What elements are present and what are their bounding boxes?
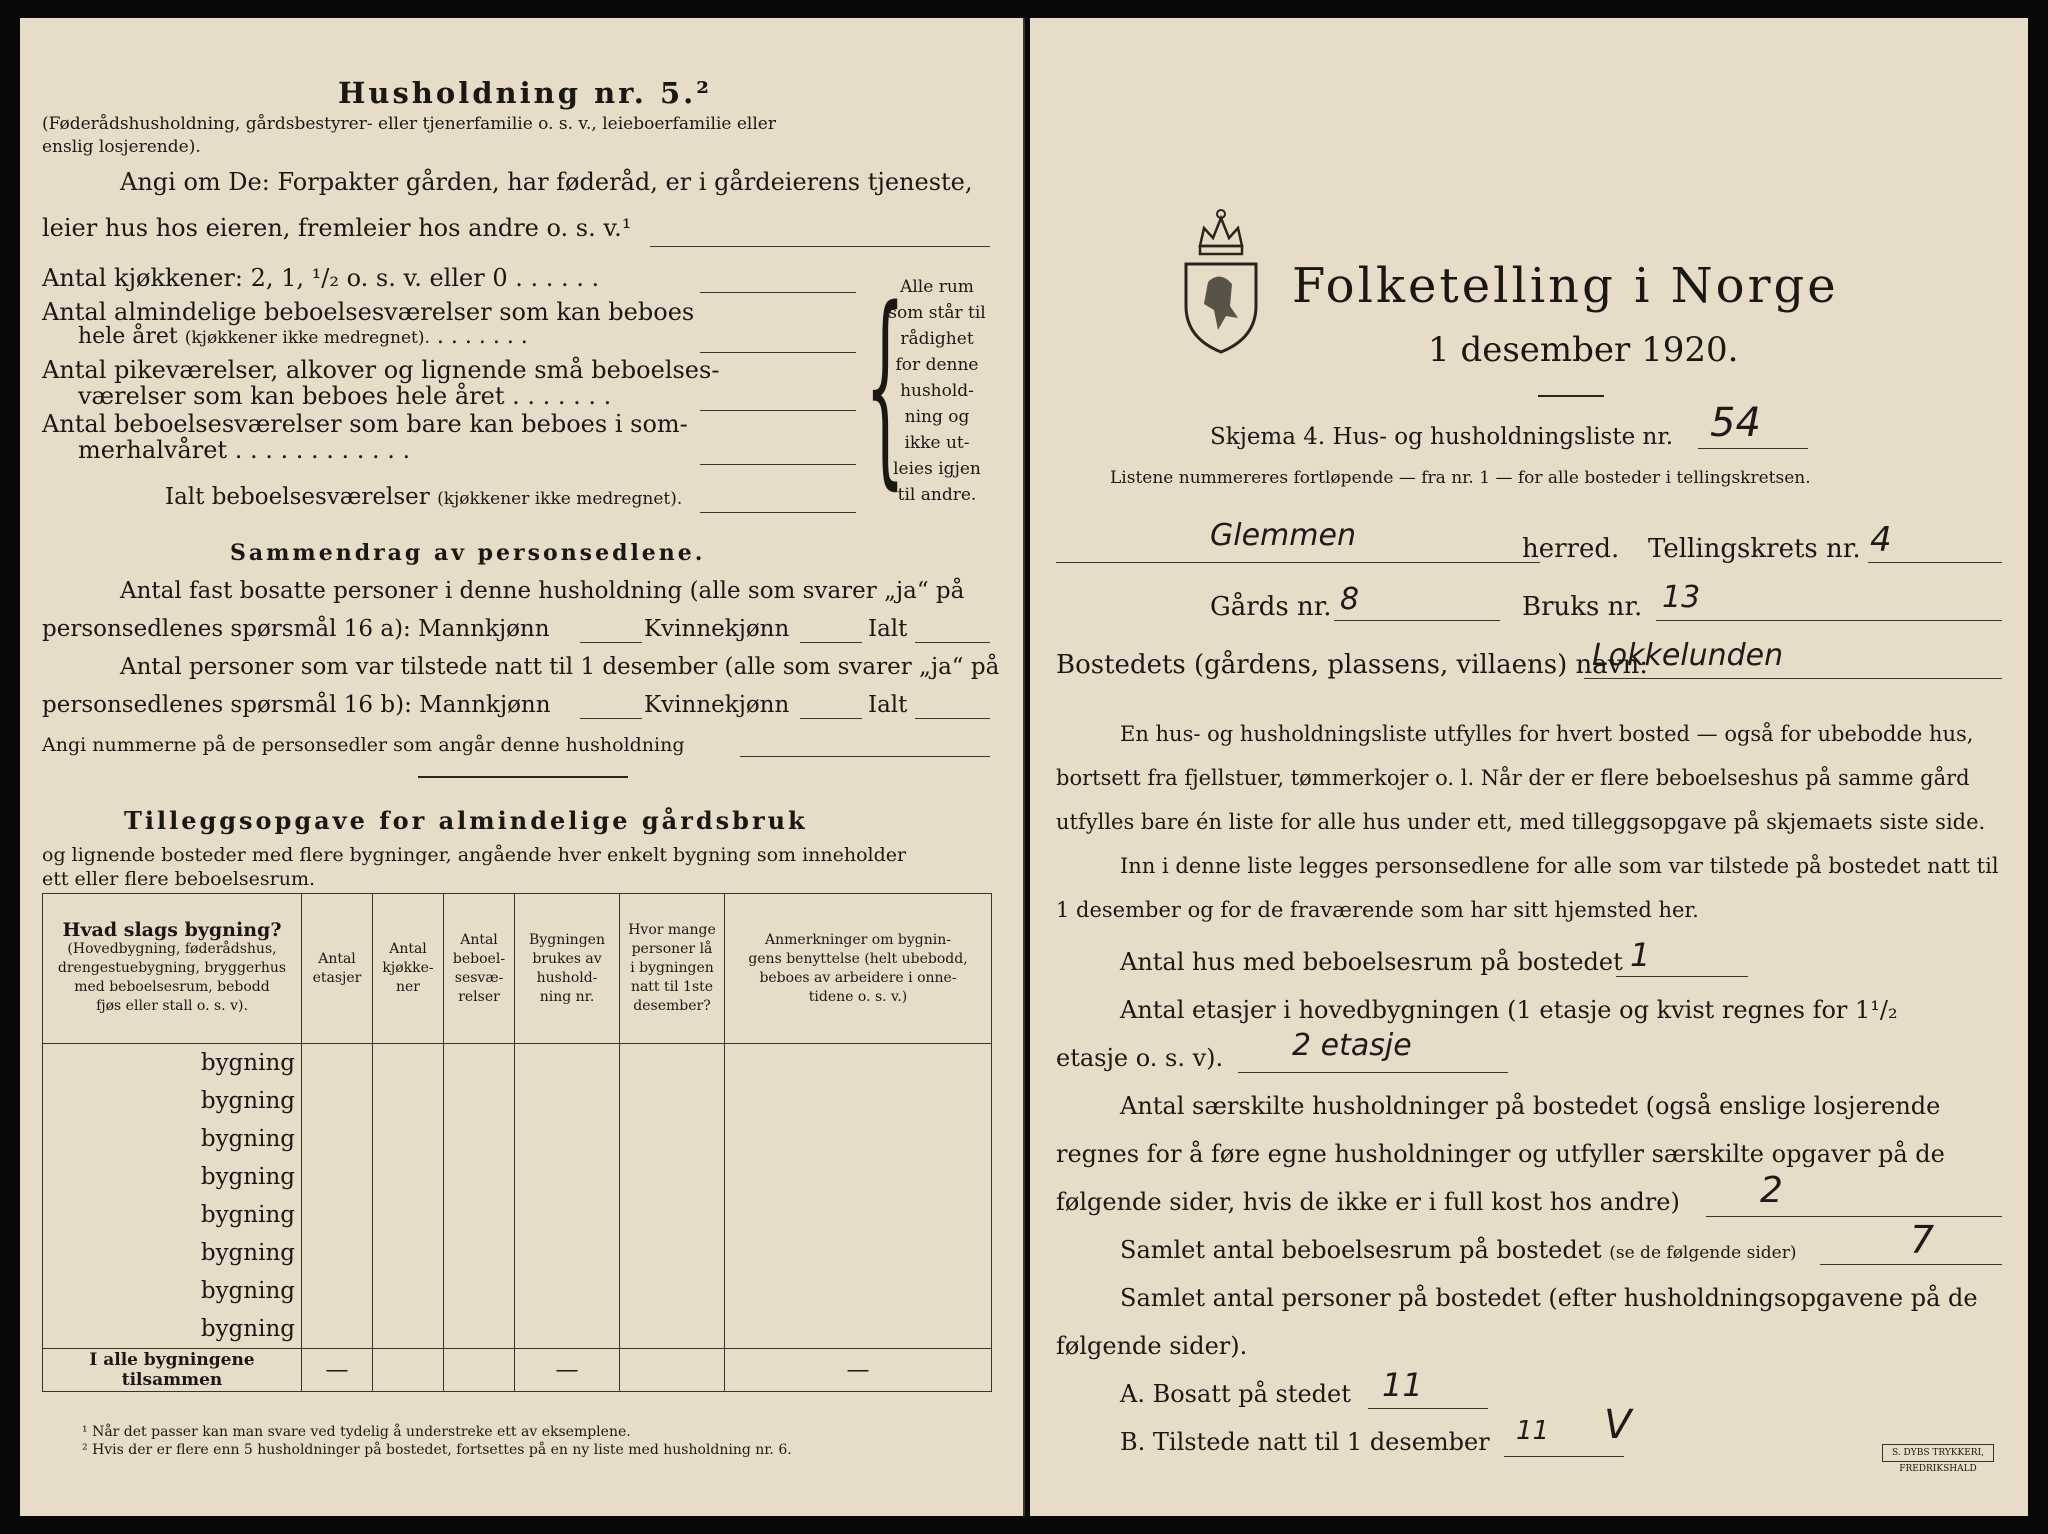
etasjer-line-1: Antal etasjer i hovedbygningen (1 etasje og kvist regnes for 1¹/₂ [1120, 996, 1898, 1024]
col-header-line: etasjer [312, 969, 362, 986]
table-cell[interactable] [725, 1082, 992, 1120]
table-row [43, 1234, 992, 1272]
hush-line-1: Antal særskilte husholdninger på bostedet (også enslige losjerende [1120, 1092, 1941, 1120]
kjokkener-fill[interactable] [700, 292, 856, 293]
summary-title: Sammendrag av personsedlene. [230, 540, 706, 566]
col-header-line: relser [458, 988, 500, 1005]
col-header-line: Antal [318, 950, 356, 967]
table-cell[interactable] [515, 1310, 620, 1349]
table-row [43, 1158, 992, 1196]
total-label: I alle bygningene tilsammen [43, 1349, 302, 1392]
table-cell[interactable] [302, 1234, 373, 1272]
table-cell[interactable] [620, 1158, 725, 1196]
col-header-line: beboes av arbeidere i onne- [759, 969, 957, 986]
almind-fill[interactable] [700, 352, 856, 353]
mann-fill-a[interactable] [580, 642, 642, 643]
ialt-fill-a[interactable] [915, 642, 990, 643]
table-cell[interactable] [515, 1120, 620, 1158]
col-header-line: ning nr. [539, 988, 595, 1005]
divider [418, 776, 628, 778]
para1-line-1: En hus- og husholdningsliste utfylles for hvert bosted — også for ubebodde hus, [1120, 722, 1974, 746]
tilstede-fill[interactable] [1504, 1456, 1624, 1457]
samlet-rum-main: Samlet antal beboelsesrum på bostedet [1120, 1236, 1602, 1264]
table-cell[interactable] [725, 1120, 992, 1158]
table-cell[interactable] [302, 1044, 373, 1083]
sommer-fill[interactable] [700, 464, 856, 465]
col-header-line: beboel- [452, 950, 506, 967]
table-cell[interactable] [515, 1196, 620, 1234]
samlet-pers-line-1: Samlet antal personer på bostedet (efter husholdningsopgavene på de [1120, 1284, 1978, 1312]
table-cell[interactable] [515, 1082, 620, 1120]
table-cell[interactable] [515, 1272, 620, 1310]
listene-note: Listene nummereres fortløpende — fra nr. 1 — for alle bosteder i tellingskretsen. [1110, 468, 1811, 488]
bosted-fill[interactable] [1584, 678, 2002, 679]
almind-label-2 [78, 324, 528, 349]
footnote-2: ² Hvis der er flere enn 5 husholdninger på bostedet, fortsettes på en ny liste med husholdning nr. 6. [82, 1442, 792, 1458]
table-row [43, 1310, 992, 1349]
tillegg-line-2: ett eller flere beboelsesrum. [42, 868, 316, 890]
row-label[interactable]: bygning [43, 1044, 302, 1083]
title-divider [1538, 395, 1604, 397]
col-header-line: sesvæ- [454, 969, 504, 986]
table-row [43, 1272, 992, 1310]
bosatt-label: A. Bosatt på stedet [1120, 1380, 1351, 1408]
tillegg-line-1: og lignende bosteder med flere bygninger, angående hver enkelt bygning som inneholder [42, 844, 907, 866]
left-page [20, 18, 1025, 1516]
col-header-personer [620, 894, 725, 1044]
table-cell[interactable] [444, 1272, 515, 1310]
col-header-line: tidene o. s. v.) [808, 988, 908, 1005]
table-cell[interactable] [515, 1158, 620, 1196]
rooms-note-line: ikke ut- [904, 433, 970, 453]
table-cell[interactable] [515, 1234, 620, 1272]
samlet-pers-line-2: følgende sider). [1056, 1332, 1248, 1360]
etasjer-fill[interactable] [1238, 1072, 1508, 1073]
household-title: Husholdning nr. 5.² [338, 76, 712, 110]
total-cell-dash[interactable]: — [302, 1349, 373, 1392]
table-cell[interactable] [620, 1196, 725, 1234]
hush-fill[interactable] [1706, 1216, 2002, 1217]
almind-label-2-main: hele året [78, 324, 178, 349]
col-header-type-line: fjøs eller stall o. s. v). [96, 998, 248, 1014]
gards-value[interactable]: 8 [1340, 582, 1360, 617]
table-cell[interactable] [444, 1234, 515, 1272]
tillegg-title: Tilleggsopgave for almindelige gårdsbruk [124, 806, 808, 835]
table-cell[interactable] [620, 1120, 725, 1158]
para2-line-2: 1 desember og for de fraværende som har sitt hjemsted her. [1056, 898, 1699, 922]
kvinne-fill-a[interactable] [800, 642, 862, 643]
bosatt-value[interactable]: 11 [1382, 1366, 1423, 1404]
total-cell-dash[interactable]: — [515, 1349, 620, 1392]
col-header-line: Hvor mange [628, 922, 716, 938]
row-label[interactable]: bygning [43, 1120, 302, 1158]
table-cell[interactable] [373, 1310, 444, 1349]
col-header-line: ner [396, 979, 420, 995]
mann-fill-b[interactable] [580, 718, 642, 719]
hush-line-3: følgende sider, hvis de ikke er i full kost hos andre) [1056, 1188, 1680, 1216]
table-cell[interactable] [725, 1310, 992, 1349]
table-cell[interactable] [302, 1158, 373, 1196]
table-cell[interactable] [302, 1120, 373, 1158]
row-label[interactable]: bygning [43, 1158, 302, 1196]
table-cell[interactable] [620, 1044, 725, 1083]
intro-paren-2: enslig losjerende). [42, 137, 201, 157]
col-header-etasjer [302, 894, 373, 1044]
table-cell[interactable] [620, 1082, 725, 1120]
samlet-rum-label [1120, 1236, 1796, 1264]
para2-line-1: Inn i denne liste legges personsedlene for alle som var tilstede på bostedet natt til [1120, 854, 1999, 878]
col-header-line: brukes av [532, 950, 602, 967]
etasjer-line-2: etasje o. s. v). [1056, 1044, 1224, 1072]
bosatt-fill[interactable] [1368, 1408, 1488, 1409]
hus-value[interactable]: 1 [1630, 936, 1651, 974]
sommer-label-2: merhalvåret . . . . . . . . . . . . [78, 436, 411, 464]
summary-line-3: Antal personer som var tilstede natt til 1 desember (alle som svarer „ja“ på [120, 654, 1000, 680]
table-row [43, 1196, 992, 1234]
rooms-note-line: rådighet [900, 329, 974, 349]
kvinne-fill-b[interactable] [800, 718, 862, 719]
total-cell[interactable] [373, 1349, 444, 1392]
hush-value[interactable]: 2 [1760, 1170, 1783, 1211]
samlet-rum-value[interactable]: 7 [1910, 1218, 1935, 1262]
almind-label-1: Antal almindelige beboelsesværelser som kan beboes [42, 298, 695, 326]
ialt-label-small: (kjøkkener ikke medregnet). [437, 489, 683, 509]
tellingskrets-fill[interactable] [1868, 562, 2002, 563]
sommer-label-1: Antal beboelsesværelser som bare kan beboes i som- [42, 410, 688, 438]
col-header-husholdning [515, 894, 620, 1044]
col-header-line: Antal [460, 931, 498, 948]
col-header-type [43, 894, 302, 1044]
summary-line-4c: Ialt [868, 692, 908, 718]
table-cell[interactable] [373, 1120, 444, 1158]
row-label[interactable]: bygning [43, 1272, 302, 1310]
table-cell[interactable] [725, 1196, 992, 1234]
summary-line-4b: Kvinnekjønn [644, 692, 790, 718]
tilstede-label: B. Tilstede natt til 1 desember [1120, 1428, 1490, 1456]
table-row [43, 1120, 992, 1158]
footnote-1: ¹ Når det passer kan man svare ved tydelig å understreke ett av eksemplene. [82, 1424, 631, 1440]
table-header-row [43, 894, 992, 1044]
total-cell[interactable] [620, 1349, 725, 1392]
ialt-fill[interactable] [700, 512, 856, 513]
bruks-value[interactable]: 13 [1662, 580, 1701, 615]
rooms-note-line: ning og [904, 407, 970, 427]
col-header-line: gens benyttelse (helt ubebodd, [748, 950, 968, 967]
etasjer-value[interactable]: 2 etasje [1292, 1028, 1412, 1063]
table-cell[interactable] [725, 1158, 992, 1196]
summary-line-2a: personsedlenes spørsmål 16 a): Mannkjønn [42, 616, 550, 642]
rooms-note-line: Alle rum [900, 277, 974, 297]
col-header-anmerkninger [725, 894, 992, 1044]
ialt-fill-b[interactable] [915, 718, 990, 719]
col-header-beboelses [444, 894, 515, 1044]
table-body [43, 1044, 992, 1349]
col-header-line: kjøkke- [382, 960, 434, 976]
table-cell[interactable] [515, 1044, 620, 1083]
angi-line-1: Angi om De: Forpakter gården, har føderåd, er i gårdeierens tjeneste, [120, 168, 973, 196]
table-cell[interactable] [444, 1310, 515, 1349]
angi-fill-line[interactable] [650, 246, 990, 247]
census-date: 1 desember 1920. [1428, 330, 1739, 370]
almind-label-2-dots: . . . . . . . [436, 324, 528, 349]
table-cell[interactable] [302, 1082, 373, 1120]
table-cell[interactable] [373, 1158, 444, 1196]
col-header-type-title: Hvad slags bygning? [62, 919, 282, 941]
pike-label-1: Antal pikeværelser, alkover og lignende små beboelses- [42, 356, 720, 384]
table-cell[interactable] [444, 1044, 515, 1083]
rooms-note-line: for denne [895, 355, 979, 375]
summary-line-2b: Kvinnekjønn [644, 616, 790, 642]
summary-line-2c: Ialt [868, 616, 908, 642]
table-row [43, 1082, 992, 1120]
para1-line-2: bortsett fra fjellstuer, tømmerkojer o. l. Når der er flere beboelseshus på samme gård [1056, 766, 1970, 790]
table-cell[interactable] [302, 1310, 373, 1349]
bosted-label: Bostedets (gårdens, plassens, villaens) navn: [1056, 650, 1648, 680]
pike-label-2: værelser som kan beboes hele året . . . . . . . [78, 382, 612, 410]
printer-stamp [1882, 1444, 1994, 1474]
tilstede-value[interactable]: 11 [1516, 1416, 1550, 1446]
summary-line-5: Angi nummerne på de personsedler som angår denne husholdning [42, 734, 685, 756]
table-cell[interactable] [620, 1310, 725, 1349]
brace: { [865, 263, 906, 508]
table-row [43, 1044, 992, 1083]
building-table [42, 893, 992, 1392]
table-cell[interactable] [302, 1196, 373, 1234]
skjema-label: Skjema 4. Hus- og husholdningsliste nr. [1210, 424, 1674, 450]
angi-line-2: leier hus hos eieren, fremleier hos andre o. s. v.¹ [42, 214, 632, 242]
col-header-line: personer lå [631, 941, 713, 957]
table-cell[interactable] [725, 1234, 992, 1272]
summary-line-4a: personsedlenes spørsmål 16 b): Mannkjønn [42, 692, 551, 718]
hus-label: Antal hus med beboelsesrum på bostedet [1120, 948, 1623, 976]
samlet-rum-small: (se de følgende sider) [1609, 1243, 1797, 1263]
tellingskrets-value[interactable]: 4 [1870, 520, 1892, 560]
kjokkener-label: Antal kjøkkener: 2, 1, ¹/₂ o. s. v. eller 0 . . . . . . [42, 264, 600, 292]
rooms-note-line: som står til [888, 303, 986, 323]
table-cell[interactable] [444, 1082, 515, 1120]
col-header-line: i bygningen [630, 960, 714, 976]
tellingskrets-label: Tellingskrets nr. [1648, 534, 1861, 564]
col-header-line: Antal [389, 941, 427, 957]
col-header-line: desember? [633, 998, 711, 1014]
samlet-rum-fill[interactable] [1820, 1264, 2002, 1265]
table-cell[interactable] [373, 1196, 444, 1234]
hus-fill[interactable] [1616, 976, 1748, 977]
nummerne-fill[interactable] [740, 756, 990, 757]
almind-label-2-small: (kjøkkener ikke medregnet). [184, 328, 430, 348]
bruks-label: Bruks nr. [1522, 592, 1643, 622]
skjema-fill[interactable] [1698, 448, 1808, 449]
table-cell[interactable] [620, 1234, 725, 1272]
table-cell[interactable] [444, 1120, 515, 1158]
table-cell[interactable] [620, 1272, 725, 1310]
herred-fill[interactable] [1056, 562, 1540, 563]
col-header-line: natt til 1ste [630, 979, 714, 995]
rooms-note [882, 274, 992, 508]
hush-line-2: regnes for å føre egne husholdninger og utfyller særskilte opgaver på de [1056, 1140, 1945, 1168]
printer-stamp-text: S. DYBS TRYKKERI, FREDRIKSHALD [1891, 1448, 1985, 1474]
total-cell[interactable] [444, 1349, 515, 1392]
col-header-line: hushold- [536, 969, 598, 986]
census-title: Folketelling i Norge [1292, 258, 1839, 314]
row-label[interactable]: bygning [43, 1310, 302, 1349]
coat-of-arms-icon [1180, 206, 1262, 360]
rooms-note-line: leies igjen [893, 459, 981, 479]
ialt-label-main: Ialt beboelsesværelser [165, 484, 430, 510]
row-label[interactable]: bygning [43, 1234, 302, 1272]
herred-value[interactable]: Glemmen [1210, 518, 1356, 553]
skjema-value[interactable]: 54 [1710, 400, 1761, 446]
col-header-type-line: med beboelsesrum, bebodd [74, 979, 270, 995]
table-cell[interactable] [725, 1272, 992, 1310]
table-cell[interactable] [444, 1196, 515, 1234]
para1-line-3: utfylles bare én liste for alle hus under ett, med tilleggsopgave på skjemaets siste side. [1056, 810, 1986, 834]
rooms-note-line: til andre. [897, 485, 977, 505]
col-header-type-line: (Hovedbygning, føderådshus, [67, 941, 277, 957]
pike-fill[interactable] [700, 410, 856, 411]
gards-fill[interactable] [1334, 620, 1500, 621]
row-label[interactable]: bygning [43, 1082, 302, 1120]
summary-line-1: Antal fast bosatte personer i denne husholdning (alle som svarer „ja“ på [120, 578, 965, 604]
table-cell[interactable] [373, 1082, 444, 1120]
bruks-fill[interactable] [1656, 620, 2002, 621]
gards-label: Gårds nr. [1210, 592, 1332, 622]
col-header-line: Bygningen [529, 931, 605, 948]
table-cell[interactable] [373, 1272, 444, 1310]
table-cell[interactable] [302, 1272, 373, 1310]
table-cell[interactable] [373, 1234, 444, 1272]
table-total-row [43, 1349, 992, 1392]
table-cell[interactable] [725, 1044, 992, 1083]
ialt-label [165, 484, 682, 510]
col-header-kjokkener [373, 894, 444, 1044]
table-cell[interactable] [444, 1158, 515, 1196]
bosted-value[interactable]: Lokkelunden [1592, 638, 1784, 673]
rooms-note-line: hushold- [900, 381, 974, 401]
col-header-line: Anmerkninger om bygnin- [765, 931, 951, 948]
col-header-type-line: drengestuebygning, bryggerhus [57, 960, 287, 976]
tilstede-check-mark: V [1604, 1402, 1632, 1448]
table-cell[interactable] [373, 1044, 444, 1083]
herred-label: herred. [1522, 534, 1620, 564]
row-label[interactable]: bygning [43, 1196, 302, 1234]
total-cell-dash[interactable]: — [725, 1349, 992, 1392]
right-page [1030, 18, 2028, 1516]
intro-paren: (Føderådshusholdning, gårdsbestyrer- eller tjenerfamilie o. s. v., leieboerfamilie eller [42, 114, 776, 134]
